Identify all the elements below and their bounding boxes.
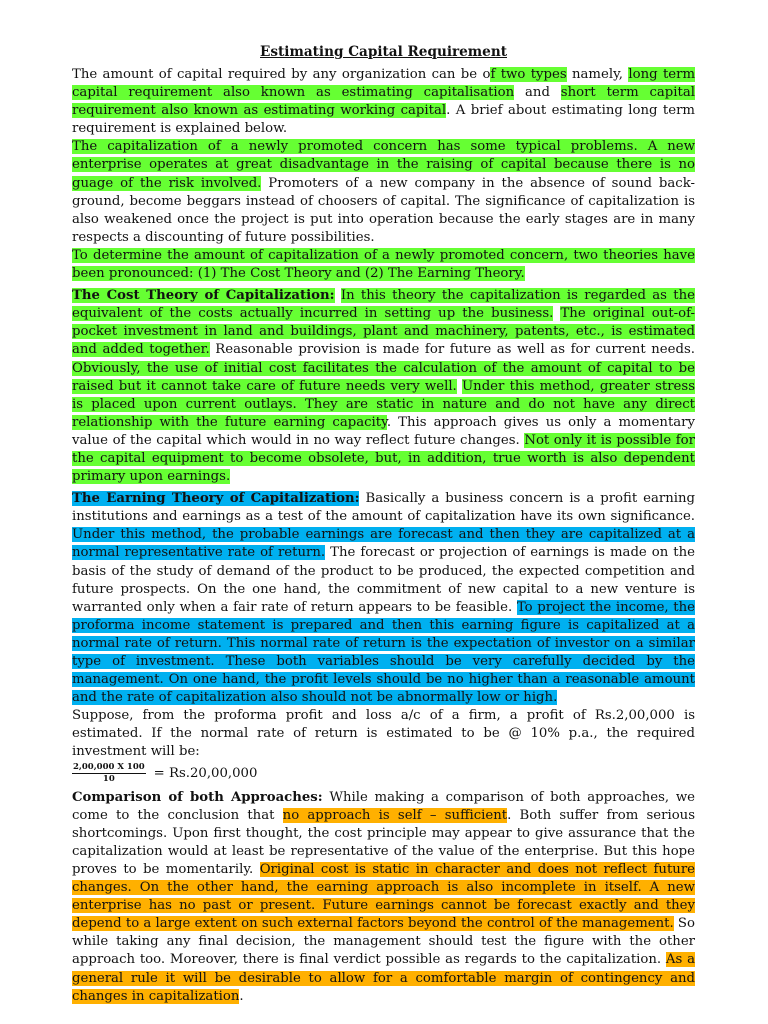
comparison-paragraph [72,789,695,1006]
intro-highlight: long term capital requirement also known as estimating capitalisation [72,67,696,101]
comparison-highlight: As a general rule it will be desirable to allow for a comfortable margin of contingency and changes in capitalization [72,952,695,1004]
earning-theory-paragraph [72,490,695,707]
calculation-result: = Rs.20,00,000 [153,765,258,781]
fraction-denominator: 10 [102,773,115,784]
fraction-numerator: 2,00,000 X 100 [73,761,145,772]
calculation-fraction [72,762,146,785]
earning-highlight: Under this method, the probable earnings are forecast and then they are capitalized at a normal representative rate of return. [72,527,695,561]
intro-paragraph [72,66,695,138]
capitalization-problems-paragraph [72,138,695,247]
cost-theory-paragraph [72,287,695,486]
problems-highlight: The capitalization of a newly promoted concern has some typical problems. A new enterprise operates at great disadvantage in the raising of capital because there is no guage of the risk involved. [72,139,695,191]
comparison-text: . [239,988,244,1004]
earning-theory-heading: The Earning Theory of Capitalization: [72,491,360,507]
comparison-text: So while taking any final decision, the management should test the figure with the other approach too. Moreover, there is final verdict possible as regards to the capitalization. [72,916,695,968]
intro-text: . A brief about estimating long term requirement is explained below. [72,103,695,137]
cost-theory-heading: The Cost Theory of Capitalization: [72,288,335,304]
cost-text: . This approach gives us only a momentary value of the capital which would in no way reflect future changes. [72,414,695,448]
comparison-text: While making a comparison of both approaches, we come to the conclusion that [72,789,695,823]
intro-text: and [514,85,561,101]
intro-highlight: f two types [490,67,567,82]
cost-highlight: Under this method, greater stress is placed upon current outlays. They are static in nature and do not have any direct relationship with the future earning capacity [72,378,695,430]
intro-text: The amount of capital required by any organization can be o [72,67,491,82]
example-paragraph: Suppose, from the proforma profit and loss a/c of a firm, a profit of Rs.2,00,000 is estimated. If the normal rate of return is estimated to be @ 10% p.a., the required investment will be: [72,708,695,760]
earning-text: Basically a business concern is a profit earning institutions and earnings as a test of the amount of capitalization have its own significance. [72,491,695,525]
investment-calculation [72,762,695,785]
comparison-text: . Both suffer from serious shortcomings. Upon first thought, the cost principle may appear to give assurance that the capitalization would at least be representative of the value of the enterprise. But this hope proves to be momentarily. [72,807,696,877]
comparison-highlight: no approach is self – sufficient [282,807,508,823]
intro-highlight: short term capital requirement also known as estimating working capital [72,85,695,119]
cost-text: Reasonable provision is made for future as well as for current needs. [209,342,695,358]
cost-highlight: The original out-of-pocket investment in land and buildings, plant and machinery, patents, etc., is estimated and added together. [72,306,696,358]
cost-highlight: Not only it is possible for the capital equipment to become obsolete, but, in addition, true worth is also dependent primary upon earnings. [72,432,695,485]
cost-highlight: In this theory the capitalization is regarded as the equivalent of the costs actually incurred in setting up the business. [72,288,695,322]
problems-text: Promoters of a new company in the absence of sound back-ground, become beggars instead of choosers of capital. The significance of capitalization is also weakened once the project is put into operation because the early stages are in many respects a discounting of future possibilities. [72,175,695,245]
document-title: Estimating Capital Requirement [260,44,507,60]
comparison-heading: Comparison of both Approaches: [72,789,323,805]
theories-paragraph [72,247,695,283]
cost-highlight: Obviously, the use of initial cost facilitates the calculation of the amount of capital to be raised but it cannot take care of future needs very well. [72,360,695,394]
earning-highlight: To project the income, the proforma income statement is prepared and then this earning figure is capitalized at a normal rate of return. This normal rate of return is the expectation of investor on a similar type of investment. These both variables should be very carefully decided by the management. On one hand, the profit levels should be no higher than a reasonable amount and the rate of capitalization also should not be abnormally low or high. [72,599,695,706]
theories-highlight: To determine the amount of capitalization of a newly promoted concern, two theories have been pronounced: (1) The Cost Theory and (2) The Earning Theory. [72,247,695,282]
intro-text: namely, [566,67,629,82]
cost-text [335,288,341,303]
earning-text: The forecast or projection of earnings is made on the basis of the study of demand of the product to be produced, the expected competition and future prospects. On the one hand, the commitment of new capital to a new venture is warranted only when a fair rate of return appears to be feasible. [72,545,695,615]
comparison-highlight: Original cost is static in character and does not reflect future changes. On the other hand, the earning approach is also incomplete in itself. A new enterprise has no past or present. Future earnings cannot be forecast exactly and they depend to a large extent on such external factors beyond the control of the management. [72,861,695,932]
